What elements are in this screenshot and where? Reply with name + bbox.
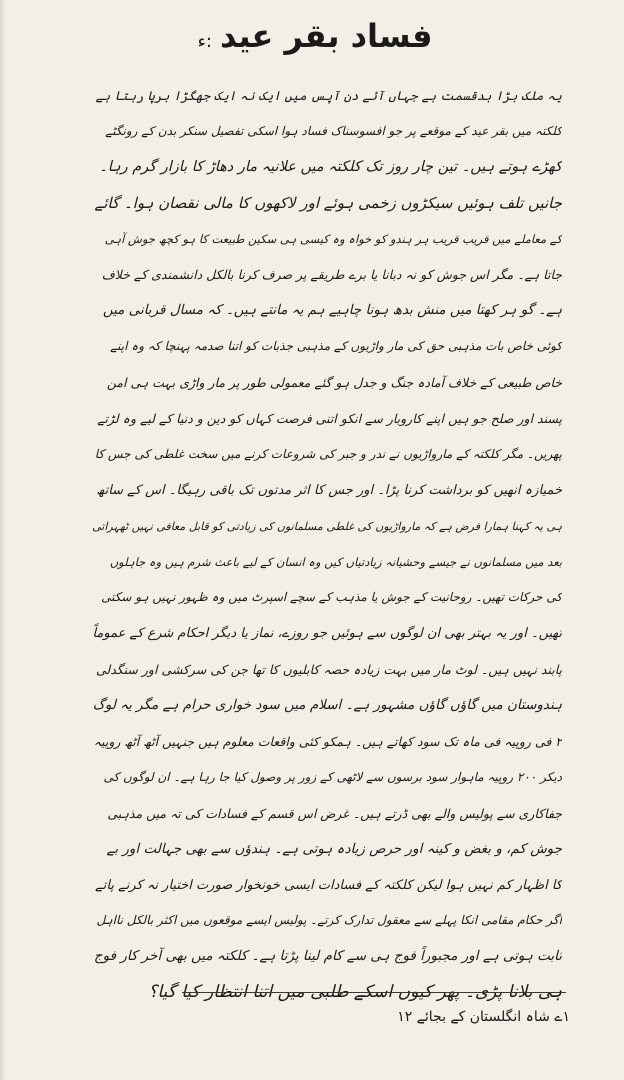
text-line: ہندوستان میں گاؤں گاؤں مشہور ہے۔ اسلام میں سود خواری حرام ہے مگر یہ لوگ (92, 697, 562, 714)
text-line: جاتا ہے۔ مگر اس جوش کو نہ دبانا یا برے طریقے پر صرف کرنا بالکل دانشمندی کے خلاف (101, 267, 562, 283)
text-line: ۲ فی روپیہ فی ماہ تک سود کھاتے ہیں۔ ہمکو کئی واقعات معلوم ہیں جنہیں آٹھ آٹھ روپیہ (93, 734, 562, 750)
text-line: دیکر ۲۰۰ روپیہ ماہوار سود برسوں سے لاٹھی کے زور پر وصول کیا جا رہا ہے۔ ان لوگوں کی (103, 769, 562, 784)
text-line: یہ ملک بڑا بدقسمت ہے جہاں آئے دن آپس میں ایک نہ ایک جھگڑا برپا رہتا ہے (95, 88, 562, 103)
footnote-divider (182, 992, 566, 993)
text-line: جفاکاری سے پولیس والے بھی ڈرتے ہیں۔ غرض اس قسم کے فسادات کی تہ میں مذہبی (107, 805, 562, 821)
article-body (92, 78, 562, 1011)
text-line: جانیں تلف ہوئیں سیکڑوں زخمی ہوئے اور لاکھوں کا مالی نقصان ہوا۔ گائے (94, 193, 562, 212)
text-line: کوئی خاص بات مذہبی حق کی مار واڑیوں کے مذہبی جذبات کو اتنا صدمہ پہنچا کہ وہ اپنے (110, 339, 562, 354)
text-line: کے معاملے میں قریب قریب ہر ہندو کو خواہ وہ کیسی ہی سکین طبیعت کا ہو کچھ جوش آہی (104, 231, 562, 246)
text-line: خمیازہ انھیں کو برداشت کرنا پڑا۔ اور جس کا اثر مدتوں تک باقی رہیگا۔ اس کے ساتھ (96, 482, 562, 498)
text-line: خاص طبیعی کے خلاف آمادہ جنگ و جدل ہو گئے معمولی طور پر مار واڑی بہت ہی امن (106, 375, 562, 391)
text-line: اگر حکام مقامی انکا پہلے سے معقول تدارک کرتے۔ پولیس ایسے موقعوں میں اکثر بالکل نااہل (96, 913, 562, 928)
title-text: فساد بقر عید (219, 17, 433, 55)
text-line: کھڑے ہوتے ہیں۔ تین چار روز تک کلکتہ میں علانیہ مار دھاڑ کا بازار گرم رہا۔ (99, 158, 562, 175)
text-line: تھیں۔ اور یہ بہتر بھی ان لوگوں سے ہوئیں جو روزے، نماز یا دیگر احکام شرع کے عموماً (92, 626, 562, 642)
text-line: پھریں۔ مگر کلکتہ کے مارواڑیوں نے ندر و جبر کی شروعات کرنے میں سخت غلطی کی جس کا (94, 446, 562, 461)
text-line: جوش کم، و بغض و کینہ اور حرص زیادہ ہوتی ہے۔ ہندؤں سے بھی جہالت اور بے (106, 840, 562, 857)
text-line: کلکتہ میں بقر عید کے موقعے پر جو افسوسناک فساد ہوا اسکی تفصیل سنکر بدن کے رونگٹے (105, 123, 562, 138)
text-line: ہی یہ کہنا ہمارا فرض ہے کہ مارواڑیوں کی غلطی مسلمانوں کی زیادتی کو قابل معافی نہیں ٹھہراتی (92, 519, 562, 533)
text-line: بعد میں مسلمانوں نے جیسے وحشیانہ زیادتیاں کیں وہ انسان کے لیے باعث شرم ہیں وہ جاہلوں (109, 554, 562, 569)
text-line: ہے۔ گو ہر کھتا میں منش بدھ ہونا چاہیے ہم یہ مانتے ہیں۔ کہ مسال قربانی میں (102, 302, 562, 319)
footnote: ۱ے شاہ انگلستان کے بجائے ۱۲ (397, 1009, 570, 1025)
text-line: ہی بلانا پڑی۔ پھر کیوں اسکے طلبی میں اتنا انتظار کیا گیا؟ (148, 982, 562, 1003)
title-mark: :ء (197, 31, 212, 52)
article-title (180, 14, 450, 64)
text-line: کی حرکات تھیں۔ روحانیت کے جوش یا مذہب کے سچے اسپرٹ میں وہ ظہور نہیں ہو سکتی (101, 590, 562, 605)
text-line: ثابت ہوتی ہے اور مجبوراً فوج ہی سے کام لینا پڑتا ہے۔ کلکتہ میں بھی آخر کار فوج (93, 948, 562, 965)
text-line: پابند نہیں ہیں۔ لوٹ مار میں بہت زیادہ حصہ کابلیوں کا تھا جن کی سرکشی اور سنگدلی (95, 662, 562, 678)
text-line: کا اظہار کم نہیں ہوا لیکن کلکتہ کے فسادات ایسی خونخوار صورت اختیار نہ کرنے پاتے (95, 877, 562, 893)
text-line: پسند اور صلح جو ہیں اپنے کاروبار سے انکو اتنی فرصت کہاں کو دین و دنیا کے لیے وہ لڑتے (97, 411, 562, 427)
